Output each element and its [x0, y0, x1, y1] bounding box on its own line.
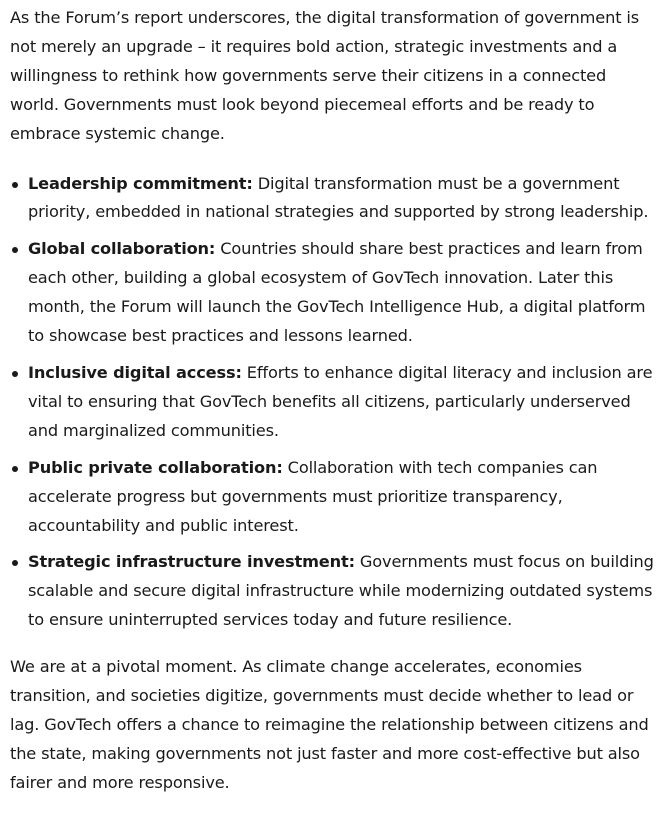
- bullet-heading: Global collaboration:: [28, 239, 216, 259]
- bullet-icon: [12, 371, 18, 377]
- list-item: [10, 359, 657, 446]
- bullet-heading: Leadership commitment:: [28, 173, 253, 193]
- bullet-icon: [12, 466, 18, 472]
- list-item: [10, 454, 657, 541]
- bullet-text: Governments must focus on building scalable and secure digital infrastructure while modernizing outdated systems to ensure uninterrupted services today and future resilience.: [28, 552, 654, 630]
- list-item: [10, 235, 657, 351]
- bullet-heading: Public private collaboration:: [28, 457, 283, 477]
- bullet-text: Efforts to enhance digital literacy and inclusion are vital to ensuring that GovTech benefits all citizens, particularly underserved and marginalized communities.: [28, 362, 653, 440]
- bullet-heading: Inclusive digital access:: [28, 362, 242, 382]
- bullet-heading: Strategic infrastructure investment:: [28, 552, 355, 572]
- bullet-text: Digital transformation must be a government priority, embedded in national strategies and supported by strong leadership.: [28, 173, 649, 222]
- bullet-icon: [12, 560, 18, 566]
- bullet-icon: [12, 182, 18, 188]
- intro-paragraph: As the Forum’s report underscores, the digital transformation of government is not merely an upgrade – it requires bold action, strategic investments and a willingness to rethink how governments serve their citizens in a connected world. Governments must look beyond piecemeal efforts and be ready to embrace systemic change.: [10, 8, 640, 143]
- bullet-text: Countries should share best practices and learn from each other, building a global ecosystem of GovTech innovation. Later this month, the Forum will launch the GovTech Intelligence Hub, a digital platform to showcase best practices and lessons learned.: [28, 239, 646, 346]
- bullet-text: Collaboration with tech companies can accelerate progress but governments must prioritize transparency, accountability and public interest.: [28, 457, 598, 535]
- bullet-icon: [12, 247, 18, 253]
- recommendations-list: [10, 170, 657, 636]
- closing-paragraph: We are at a pivotal moment. As climate change accelerates, economies transition, and societies digitize, governments must decide whether to lead or lag. GovTech offers a chance to reimagine the relationship between citizens and the state, making governments not just faster and more cost-effective but also fairer and more responsive.: [10, 657, 649, 792]
- list-item: [10, 548, 657, 635]
- list-item: [10, 170, 657, 228]
